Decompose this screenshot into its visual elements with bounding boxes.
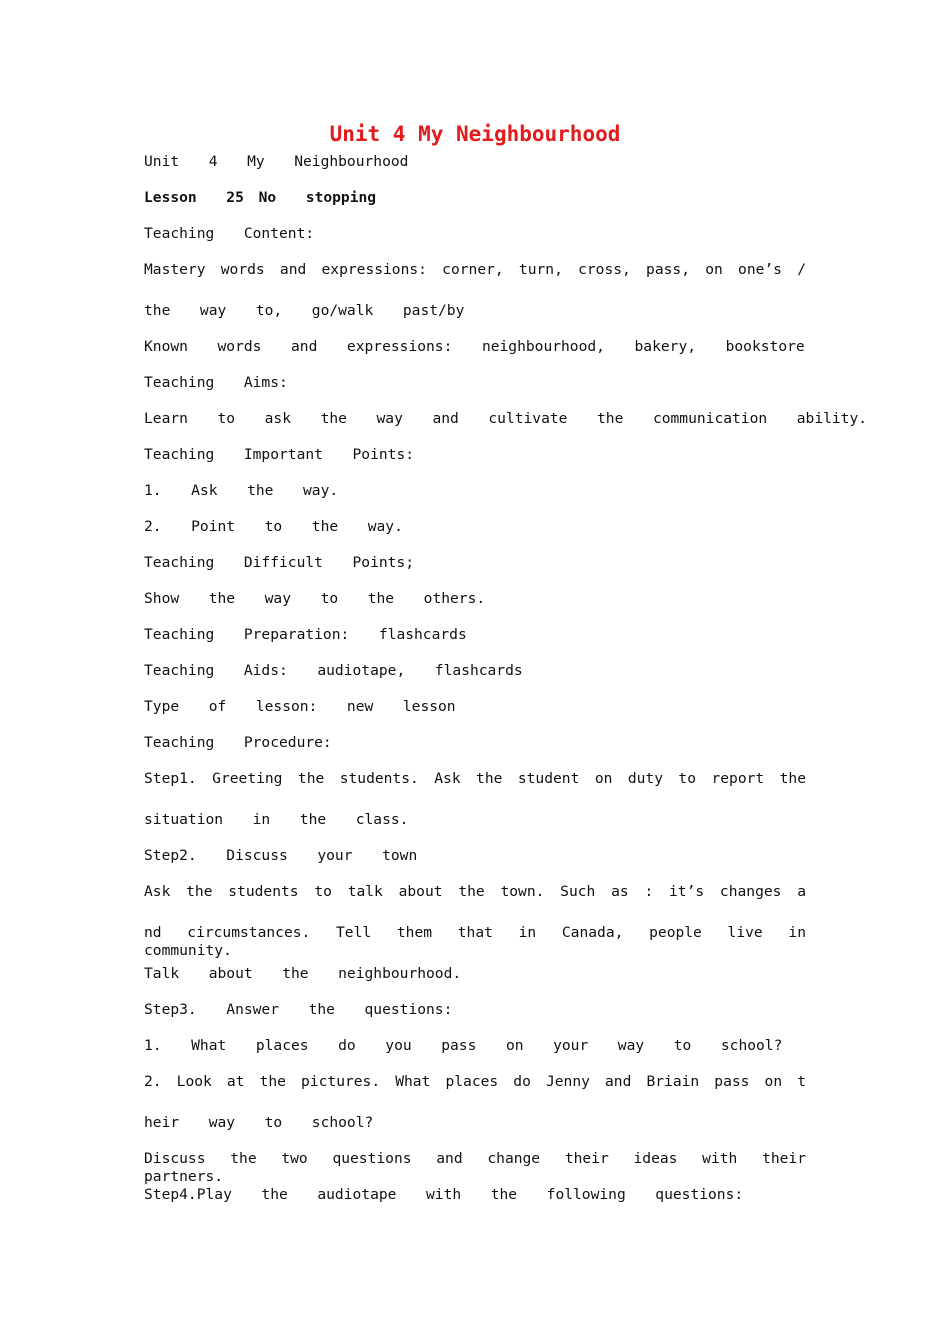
paragraph-line: situation in the class.	[144, 811, 409, 828]
paragraph-line: heir way to school?	[144, 1114, 374, 1131]
paragraph-line: Step4.Play the audiotape with the following questions:	[144, 1186, 744, 1203]
list-item: 2. Point to the way.	[144, 518, 403, 535]
paragraph-line: Learn to ask the way and cultivate the communication ability.	[144, 410, 868, 427]
paragraph-line: Show the way to the others.	[144, 590, 486, 607]
paragraph-line: Known words and expressions: neighbourhood, bakery, bookstore	[144, 338, 805, 355]
paragraph-line: Teaching Preparation: flashcards	[144, 626, 467, 643]
unit-heading: Unit 4 My Neighbourhood	[144, 153, 409, 170]
paragraph-line: the way to, go/walk past/by	[144, 302, 465, 319]
paragraph-line: Discuss the two questions and change their ideas with their partners.	[144, 1150, 806, 1185]
paragraph-line: Type of lesson: new lesson	[144, 698, 456, 715]
list-item: 1. What places do you pass on your way to school?	[144, 1037, 783, 1054]
paragraph-line: Teaching Important Points:	[144, 446, 415, 463]
paragraph-line: Step3. Answer the questions:	[144, 1001, 453, 1018]
list-item: 2. Look at the pictures. What places do Jenny and Briain pass on t	[144, 1073, 806, 1090]
paragraph-line: Talk about the neighbourhood.	[144, 965, 462, 982]
paragraph-line: Step2. Discuss your town	[144, 847, 418, 864]
paragraph-line: Teaching Procedure:	[144, 734, 332, 751]
paragraph-line: Mastery words and expressions: corner, turn, cross, pass, on one’s /	[144, 261, 806, 278]
paragraph-line: Step1. Greeting the students. Ask the student on duty to report the	[144, 770, 806, 787]
paragraph-line: Teaching Aims:	[144, 374, 288, 391]
paragraph-line: Ask the students to talk about the town. Such as : it’s changes a	[144, 883, 806, 900]
document-title: Unit 4 My Neighbourhood	[329, 122, 621, 146]
paragraph-line: nd circumstances. Tell them that in Canada, people live in community.	[144, 924, 806, 959]
paragraph-line: Teaching Content:	[144, 225, 315, 242]
paragraph-line: Teaching Aids: audiotape, flashcards	[144, 662, 523, 679]
lesson-heading: Lesson 25 No stopping	[144, 189, 377, 206]
list-item: 1. Ask the way.	[144, 482, 339, 499]
paragraph-line: Teaching Difficult Points;	[144, 554, 415, 571]
